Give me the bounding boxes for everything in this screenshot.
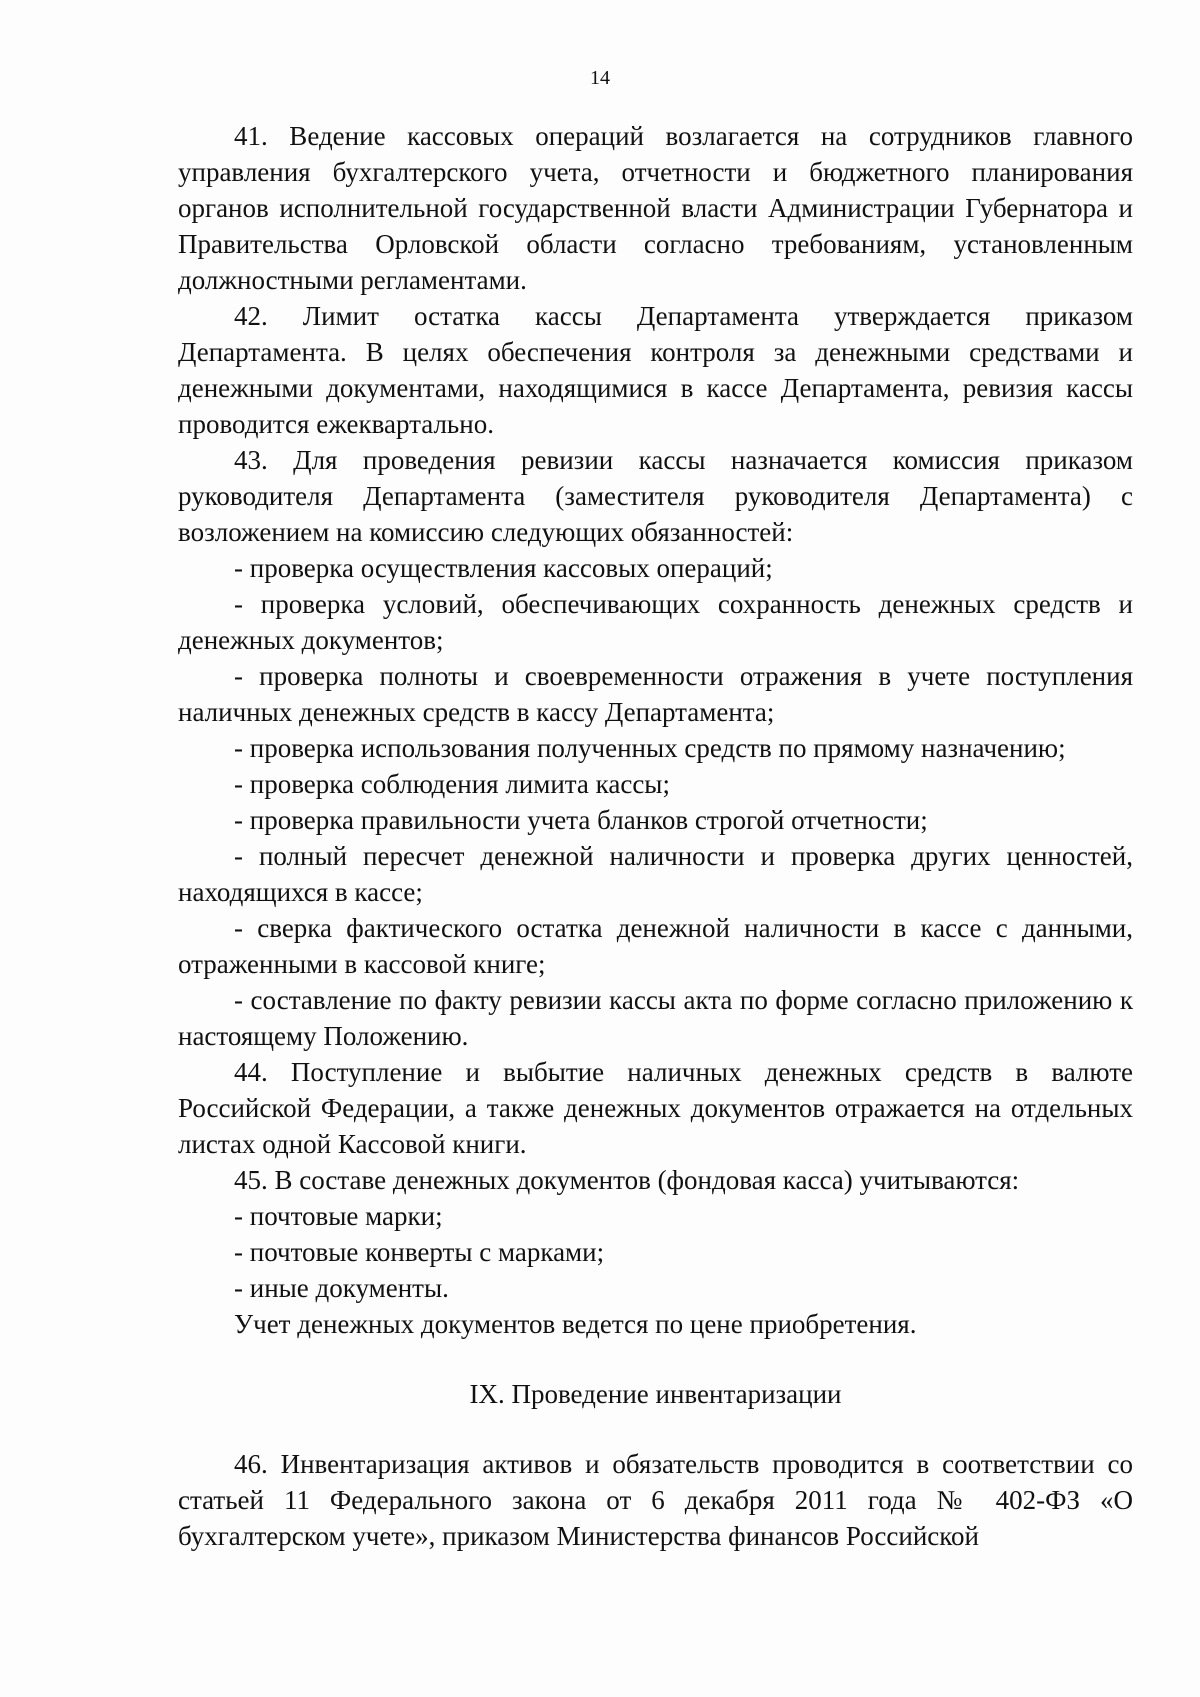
list-item: - составление по факту ревизии кассы акта по форме согласно приложению к настоящему Положению. <box>178 985 1133 1051</box>
list-item: - проверка соблюдения лимита кассы; <box>234 769 670 799</box>
list-item: - проверка осуществления кассовых операций; <box>234 553 773 583</box>
paragraph-42: 42. Лимит остатка кассы Департамента утверждается приказом Департамента. В целях обеспечения контроля за денежными средствами и денежными документами, находящимися в кассе Департамента, ревизия кассы проводится ежеквартально. <box>178 301 1133 439</box>
paragraph-43: 43. Для проведения ревизии кассы назначается комиссия приказом руководителя Департамента (заместителя руководителя Департамента) с возложением на комиссию следующих обязанностей: <box>178 445 1133 547</box>
list-item: - проверка полноты и своевременности отражения в учете поступления наличных денежных средств в кассу Департамента; <box>178 661 1133 727</box>
list-item: - почтовые конверты с марками; <box>234 1237 605 1267</box>
list-item: - проверка условий, обеспечивающих сохранность денежных средств и денежных документов; <box>178 589 1133 655</box>
paragraph-41: 41. Ведение кассовых операций возлагается на сотрудников главного управления бухгалтерского учета, отчетности и бюджетного планирования органов исполнительной государственной власти Администрации Губернатора и Правительства Орловской области согласно требованиям, установленным должностными регламентами. <box>178 121 1133 295</box>
paragraph-44: 44. Поступление и выбытие наличных денежных средств в валюте Российской Федерации, а также денежных документов отражается на отдельных листах одной Кассовой книги. <box>178 1057 1133 1159</box>
list-item: - почтовые марки; <box>234 1201 443 1231</box>
section-heading: IX. Проведение инвентаризации <box>469 1379 842 1409</box>
page-number: 14 <box>590 67 610 89</box>
list-item: - сверка фактического остатка денежной наличности в кассе с данными, отраженными в кассовой книге; <box>178 913 1133 979</box>
paragraph-45: 45. В составе денежных документов (фондовая касса) учитываются: <box>234 1165 1020 1195</box>
document-body <box>178 118 1133 1554</box>
paragraph-45-note: Учет денежных документов ведется по цене приобретения. <box>234 1309 917 1339</box>
list-item: - полный пересчет денежной наличности и проверка других ценностей, находящихся в кассе; <box>178 841 1133 907</box>
list-item: - иные документы. <box>234 1273 449 1303</box>
list-item: - проверка правильности учета бланков строгой отчетности; <box>234 805 928 835</box>
paragraph-46: 46. Инвентаризация активов и обязательств проводится в соответствии со статьей 11 Федерального закона от 6 декабря 2011 года № 402-ФЗ «О бухгалтерском учете», приказом Министерства финансов Российской <box>178 1449 1133 1551</box>
list-item: - проверка использования полученных средств по прямому назначению; <box>234 733 1066 763</box>
